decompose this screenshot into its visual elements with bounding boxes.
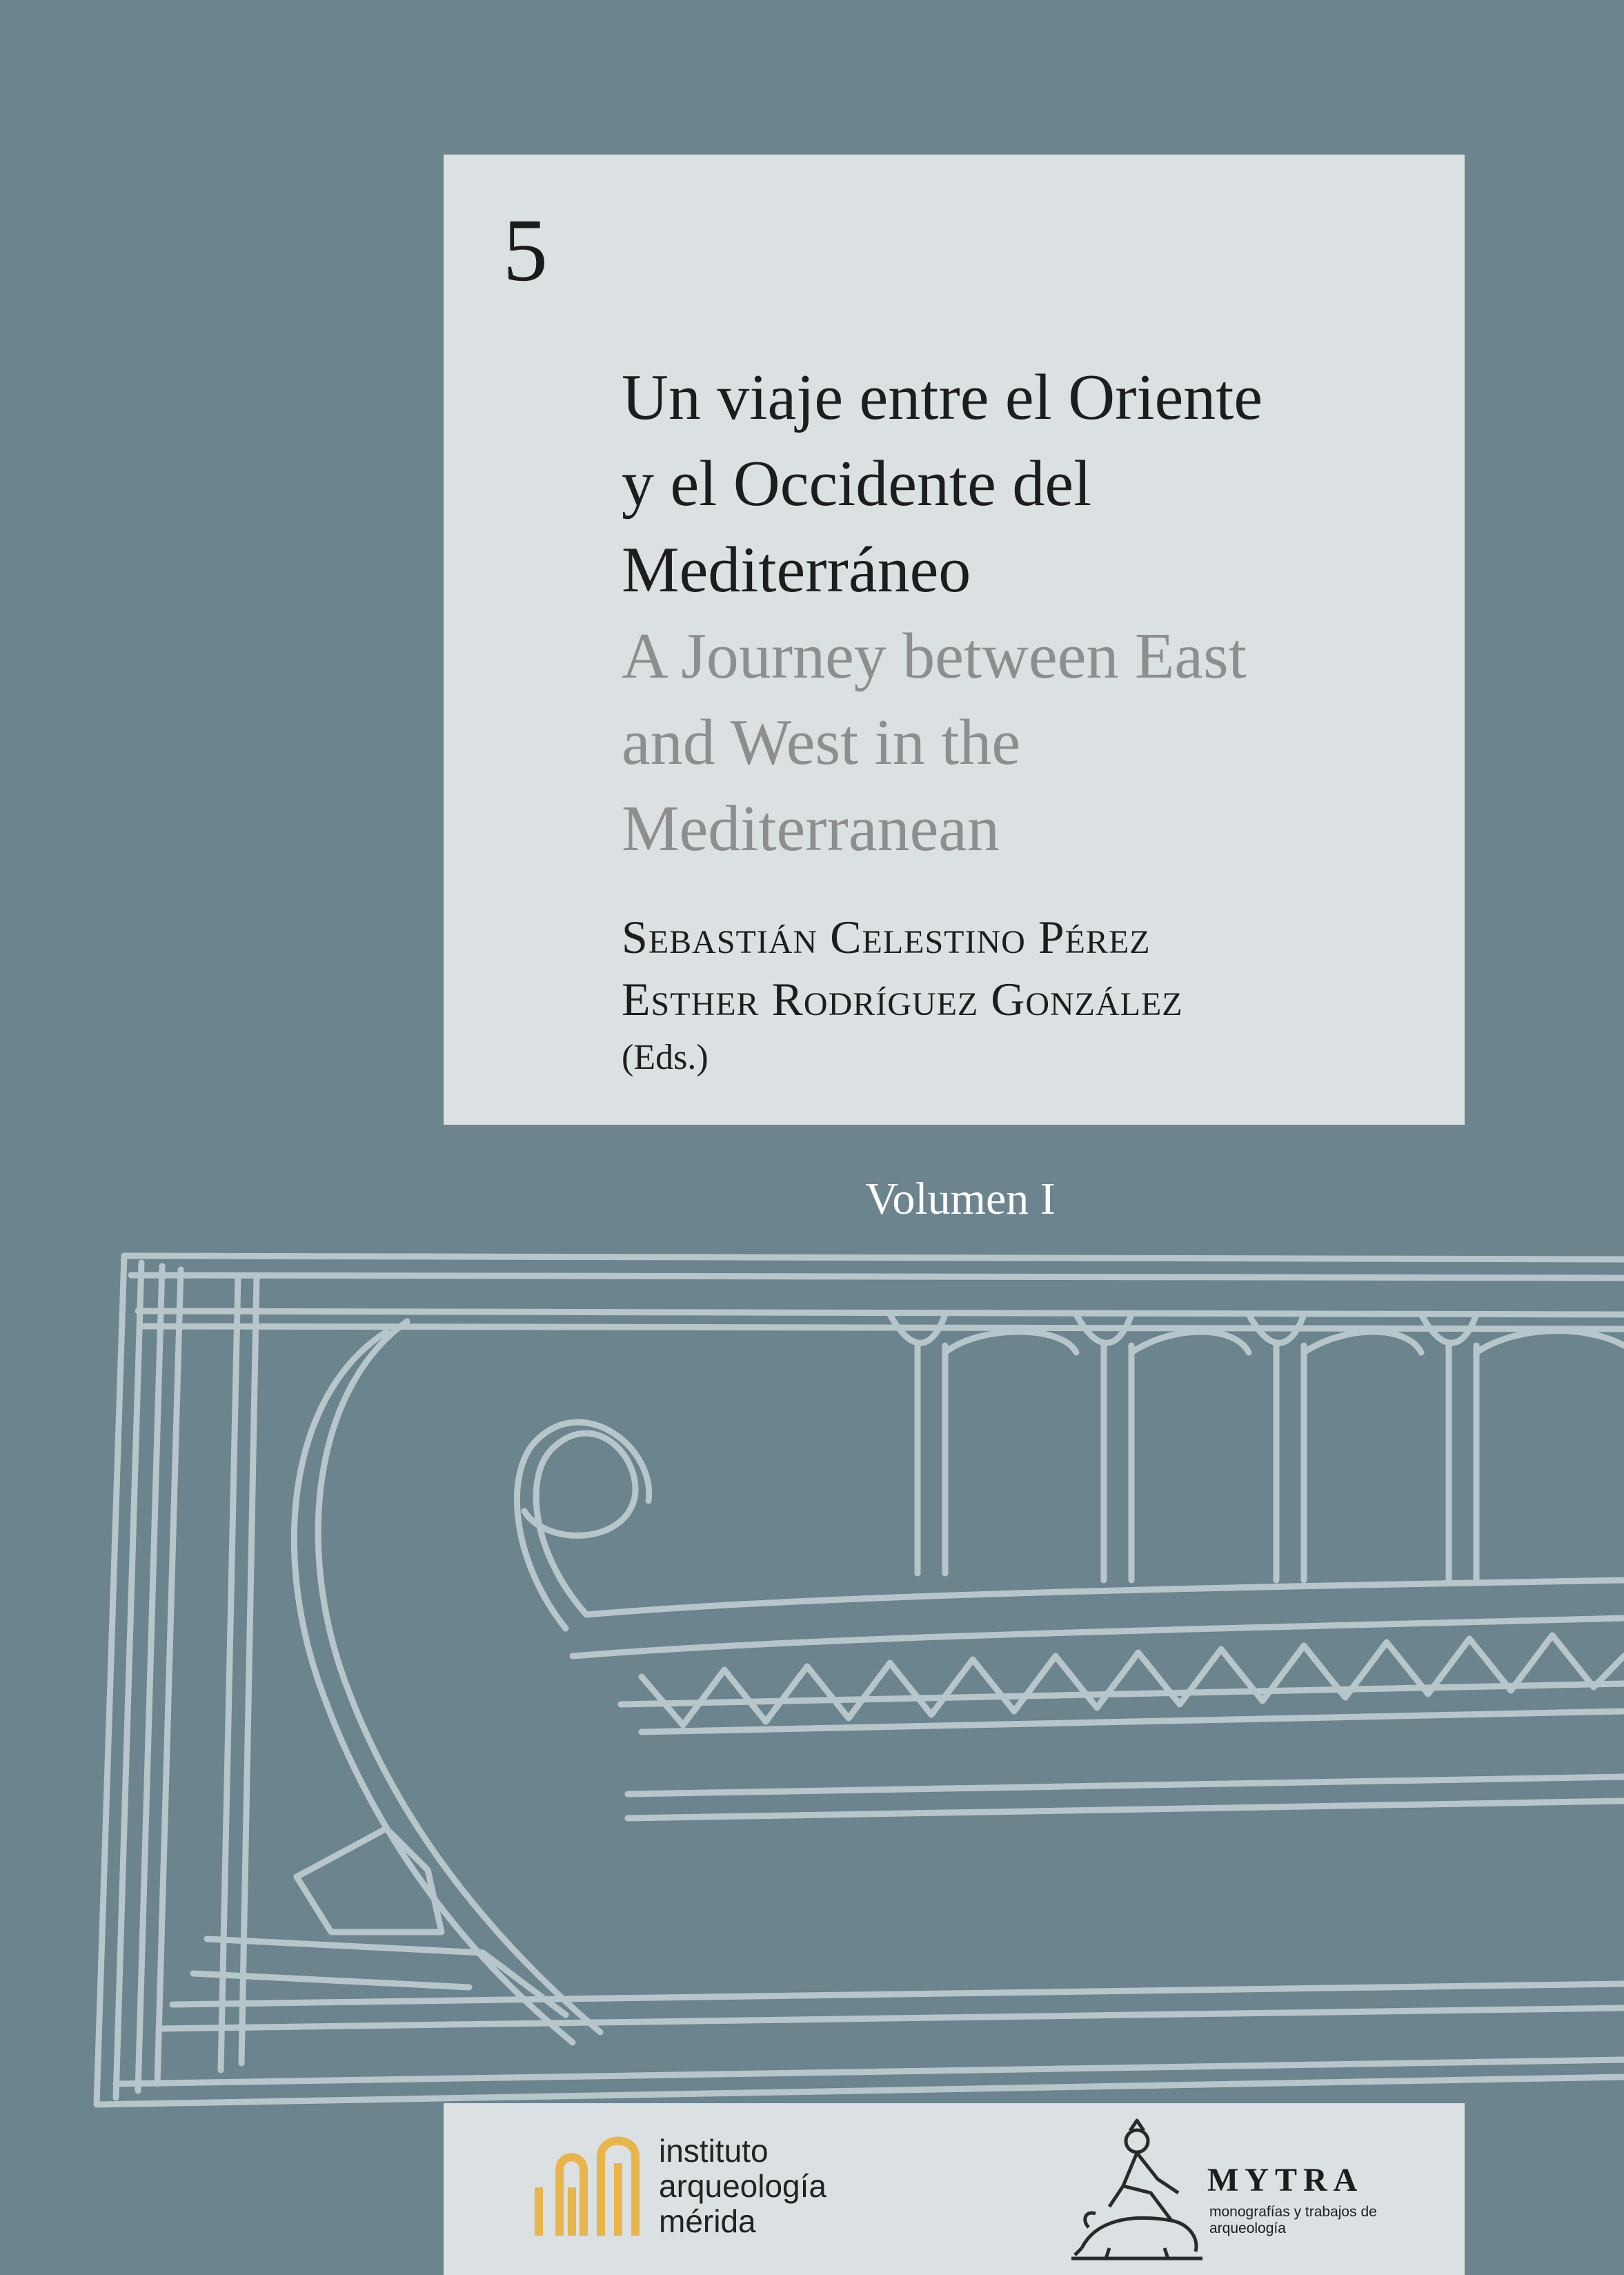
- iam-logo-text: [659, 2134, 826, 2239]
- editors-label: (Eds.): [622, 1038, 709, 1077]
- mytra-logo-subtitle: monografías y trabajos de arqueología: [1209, 2204, 1377, 2236]
- mytra-logo-name: MYTRA: [1207, 2162, 1364, 2198]
- iam-logo-icon: [532, 2132, 649, 2243]
- series-number: 5: [503, 201, 548, 300]
- iam-line: arqueología: [659, 2168, 826, 2204]
- volume-label: Volumen I: [865, 1174, 1056, 1224]
- iam-line: instituto: [659, 2133, 769, 2169]
- title-english: A Journey between East and West in the Mediterranean: [622, 620, 1247, 865]
- title-panel: [444, 155, 1465, 1125]
- editor-name: Sebastián Celestino Pérez: [622, 911, 1151, 963]
- publisher-logo-strip: [444, 2103, 1465, 2275]
- title-spanish: Un viaje entre el Oriente y el Occidente del Mediterráneo: [622, 362, 1263, 606]
- mithras-figure-icon: [1068, 2117, 1206, 2262]
- iam-line: mérida: [659, 2203, 756, 2239]
- editor-name: Esther Rodríguez González: [622, 973, 1183, 1025]
